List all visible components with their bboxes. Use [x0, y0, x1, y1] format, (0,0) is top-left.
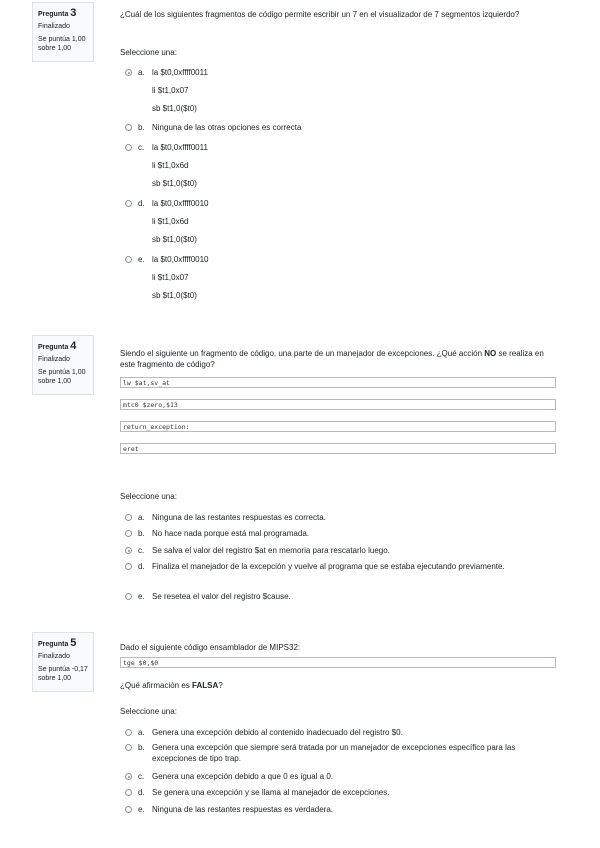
- select-prompt: Seleccione una:: [120, 48, 177, 57]
- question-state: Finalizado: [38, 356, 70, 363]
- radio-button[interactable]: [125, 593, 132, 600]
- radio-button[interactable]: [125, 563, 132, 570]
- answer-option-a[interactable]: a. Ninguna de las restantes respuestas es correcta.: [125, 512, 326, 523]
- question-info-5: [32, 632, 94, 692]
- code-line-1: tge $0,$0: [120, 657, 556, 668]
- answer-option-c[interactable]: c. la $t0,0xffff0011 li $t1,0x6d sb $t1,0($t0): [125, 142, 208, 189]
- question-grade: Se puntúa -0,17 sobre 1,00: [38, 666, 88, 682]
- answer-option-a[interactable]: a. Genera una excepción debido al contenido inadecuado del registro $0.: [125, 727, 403, 738]
- code-line-2: mtc0 $zero,$13: [120, 399, 556, 410]
- answer-option-d[interactable]: d. la $t0,0xffff0010 li $t1,0x6d sb $t1,0($t0): [125, 198, 209, 245]
- question-state: Finalizado: [38, 23, 70, 30]
- question-text: Siendo el siguiente un fragmento de código, una parte de un manejador de excepciones. ¿Qué acción NO se realiza en este fragmento de código?: [120, 349, 544, 369]
- radio-button[interactable]: [125, 124, 132, 131]
- answer-option-e[interactable]: e. Se resetea el valor del registro $cause.: [125, 591, 291, 602]
- answer-option-e[interactable]: e. la $t0,0xffff0010 li $t1,0x07 sb $t1,0($t0): [125, 254, 209, 301]
- question-grade: Se puntúa 1,00 sobre 1,00: [38, 36, 86, 52]
- answer-option-b[interactable]: b. No hace nada porque está mal programada.: [125, 528, 309, 539]
- answer-option-a[interactable]: a. la $t0,0xffff0011 li $t1,0x07 sb $t1,0($t0): [125, 67, 208, 114]
- question-subtext: ¿Qué afirmación es FALSA?: [120, 681, 223, 690]
- answer-option-b[interactable]: b. Ninguna de las otras opciones es correcta: [125, 122, 301, 133]
- radio-button[interactable]: [125, 514, 132, 521]
- radio-button[interactable]: [125, 530, 132, 537]
- answer-option-b[interactable]: b. Genera una excepción que siempre será tratada por un manejador de excepciones específico para las excepciones de tipo trap.: [125, 742, 553, 764]
- radio-button[interactable]: [125, 789, 132, 796]
- question-text: Dado el siguiente código ensamblador de MIPS32:: [120, 643, 301, 652]
- code-line-1: lw $at,sv_at: [120, 377, 556, 388]
- radio-button[interactable]: [125, 547, 132, 554]
- question-number: Pregunta 3: [38, 7, 77, 19]
- answer-option-c[interactable]: c. Se salva el valor del registro $at en memoria para rescatarlo luego.: [125, 545, 390, 556]
- radio-button[interactable]: [125, 200, 132, 207]
- question-info-3: [32, 2, 94, 62]
- question-state: Finalizado: [38, 653, 70, 660]
- radio-button[interactable]: [125, 806, 132, 813]
- radio-button[interactable]: [125, 744, 132, 751]
- question-info-4: [32, 335, 94, 395]
- select-prompt: Seleccione una:: [120, 707, 177, 716]
- question-text: ¿Cuál de los siguientes fragmentos de código permite escribir un 7 en el visualizador de 7 segmentos izquierdo?: [120, 10, 520, 19]
- question-number: Pregunta 4: [38, 340, 77, 352]
- answer-option-d[interactable]: d. Se genera una excepción y se llama al manejador de excepciones.: [125, 787, 389, 798]
- radio-button[interactable]: [125, 729, 132, 736]
- code-line-3: return_exception:: [120, 421, 556, 432]
- question-grade: Se puntúa 1,00 sobre 1,00: [38, 369, 86, 385]
- radio-button[interactable]: [125, 144, 132, 151]
- answer-option-e[interactable]: e. Ninguna de las restantes respuestas es verdadera.: [125, 804, 333, 815]
- radio-button[interactable]: [125, 69, 132, 76]
- code-line-4: eret: [120, 443, 556, 454]
- radio-button[interactable]: [125, 256, 132, 263]
- answer-option-d[interactable]: d. Finaliza el manejador de la excepción y vuelve al programa que se estaba ejecutando previamente.: [125, 561, 545, 572]
- select-prompt: Seleccione una:: [120, 492, 177, 501]
- answer-option-c[interactable]: c. Genera una excepción debido a que 0 es igual a 0.: [125, 771, 333, 782]
- question-number: Pregunta 5: [38, 637, 77, 649]
- radio-button[interactable]: [125, 773, 132, 780]
